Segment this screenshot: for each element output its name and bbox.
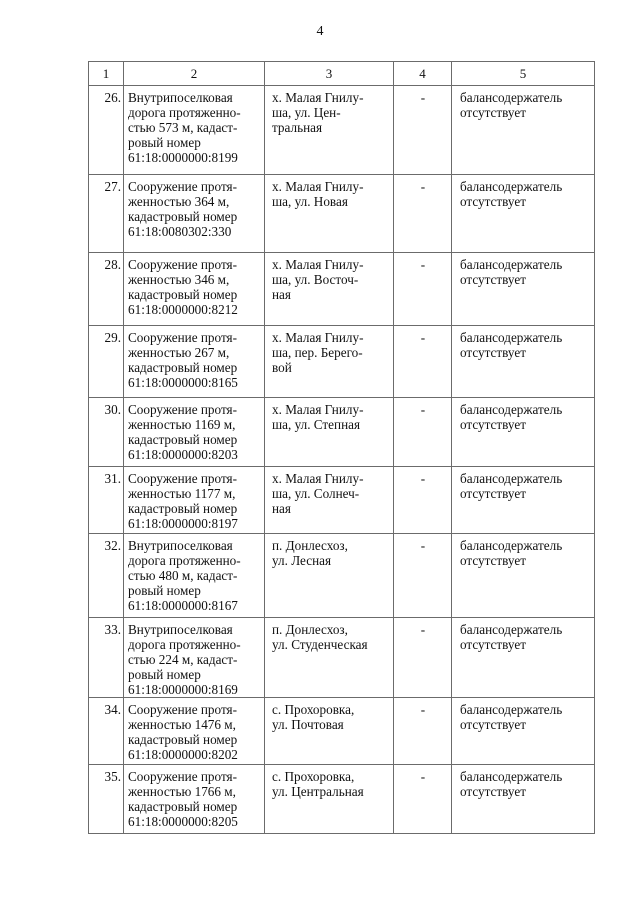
column-4-value: - <box>394 534 452 618</box>
object-description: Сооружение протя- женностью 1476 м, кадастровый номер 61:18:0000000:8202 <box>124 698 265 765</box>
header-col-1: 1 <box>89 62 124 86</box>
object-description: Сооружение протя- женностью 1177 м, кадастровый номер 61:18:0000000:8197 <box>124 467 265 534</box>
row-number: 31. <box>89 467 124 534</box>
header-col-5: 5 <box>452 62 595 86</box>
row-number: 35. <box>89 765 124 834</box>
balance-holder: балансодержатель отсутствует <box>452 175 595 253</box>
row-number: 27. <box>89 175 124 253</box>
balance-holder: балансодержатель отсутствует <box>452 398 595 467</box>
object-location: п. Донлесхоз, ул. Студенческая <box>265 618 394 698</box>
balance-holder: балансодержатель отсутствует <box>452 86 595 175</box>
table-row <box>89 618 595 698</box>
object-description: Сооружение протя- женностью 364 м, кадастровый номер 61:18:0080302:330 <box>124 175 265 253</box>
table-row <box>89 86 595 175</box>
object-description: Внутрипоселковая дорога протяженно- стью 573 м, кадаст- ровый номер 61:18:0000000:8199 <box>124 86 265 175</box>
row-number: 34. <box>89 698 124 765</box>
object-location: х. Малая Гнилу- ша, ул. Новая <box>265 175 394 253</box>
page-number: 4 <box>316 24 324 39</box>
table-row <box>89 765 595 834</box>
header-col-4: 4 <box>394 62 452 86</box>
column-4-value: - <box>394 467 452 534</box>
row-number: 29. <box>89 326 124 398</box>
object-description: Сооружение протя- женностью 267 м, кадастровый номер 61:18:0000000:8165 <box>124 326 265 398</box>
object-location: х. Малая Гнилу- ша, ул. Восточ- ная <box>265 253 394 326</box>
column-4-value: - <box>394 86 452 175</box>
object-description: Сооружение протя- женностью 346 м, кадастровый номер 61:18:0000000:8212 <box>124 253 265 326</box>
table-row <box>89 398 595 467</box>
column-4-value: - <box>394 175 452 253</box>
table-row <box>89 253 595 326</box>
balance-holder: балансодержатель отсутствует <box>452 765 595 834</box>
row-number: 32. <box>89 534 124 618</box>
table-row <box>89 698 595 765</box>
column-4-value: - <box>394 398 452 467</box>
table-row <box>89 326 595 398</box>
object-description: Сооружение протя- женностью 1766 м, кадастровый номер 61:18:0000000:8205 <box>124 765 265 834</box>
header-col-2: 2 <box>124 62 265 86</box>
balance-holder: балансодержатель отсутствует <box>452 618 595 698</box>
header-col-3: 3 <box>265 62 394 86</box>
object-location: п. Донлесхоз, ул. Лесная <box>265 534 394 618</box>
object-description: Внутрипоселковая дорога протяженно- стью 480 м, кадаст- ровый номер 61:18:0000000:8167 <box>124 534 265 618</box>
column-4-value: - <box>394 253 452 326</box>
column-4-value: - <box>394 326 452 398</box>
header-row <box>89 62 595 86</box>
object-location: х. Малая Гнилу- ша, ул. Степная <box>265 398 394 467</box>
property-table <box>88 61 595 834</box>
row-number: 30. <box>89 398 124 467</box>
balance-holder: балансодержатель отсутствует <box>452 698 595 765</box>
table-row <box>89 467 595 534</box>
row-number: 33. <box>89 618 124 698</box>
column-4-value: - <box>394 765 452 834</box>
balance-holder: балансодержатель отсутствует <box>452 326 595 398</box>
row-number: 28. <box>89 253 124 326</box>
column-4-value: - <box>394 618 452 698</box>
object-location: с. Прохоровка, ул. Почтовая <box>265 698 394 765</box>
object-description: Внутрипоселковая дорога протяженно- стью 224 м, кадаст- ровый номер 61:18:0000000:8169 <box>124 618 265 698</box>
object-location: х. Малая Гнилу- ша, пер. Берего- вой <box>265 326 394 398</box>
object-location: с. Прохоровка, ул. Центральная <box>265 765 394 834</box>
object-description: Сооружение протя- женностью 1169 м, кадастровый номер 61:18:0000000:8203 <box>124 398 265 467</box>
balance-holder: балансодержатель отсутствует <box>452 467 595 534</box>
row-number: 26. <box>89 86 124 175</box>
balance-holder: балансодержатель отсутствует <box>452 253 595 326</box>
table-row <box>89 175 595 253</box>
table-row <box>89 534 595 618</box>
object-location: х. Малая Гнилу- ша, ул. Цен- тральная <box>265 86 394 175</box>
object-location: х. Малая Гнилу- ша, ул. Солнеч- ная <box>265 467 394 534</box>
balance-holder: балансодержатель отсутствует <box>452 534 595 618</box>
column-4-value: - <box>394 698 452 765</box>
